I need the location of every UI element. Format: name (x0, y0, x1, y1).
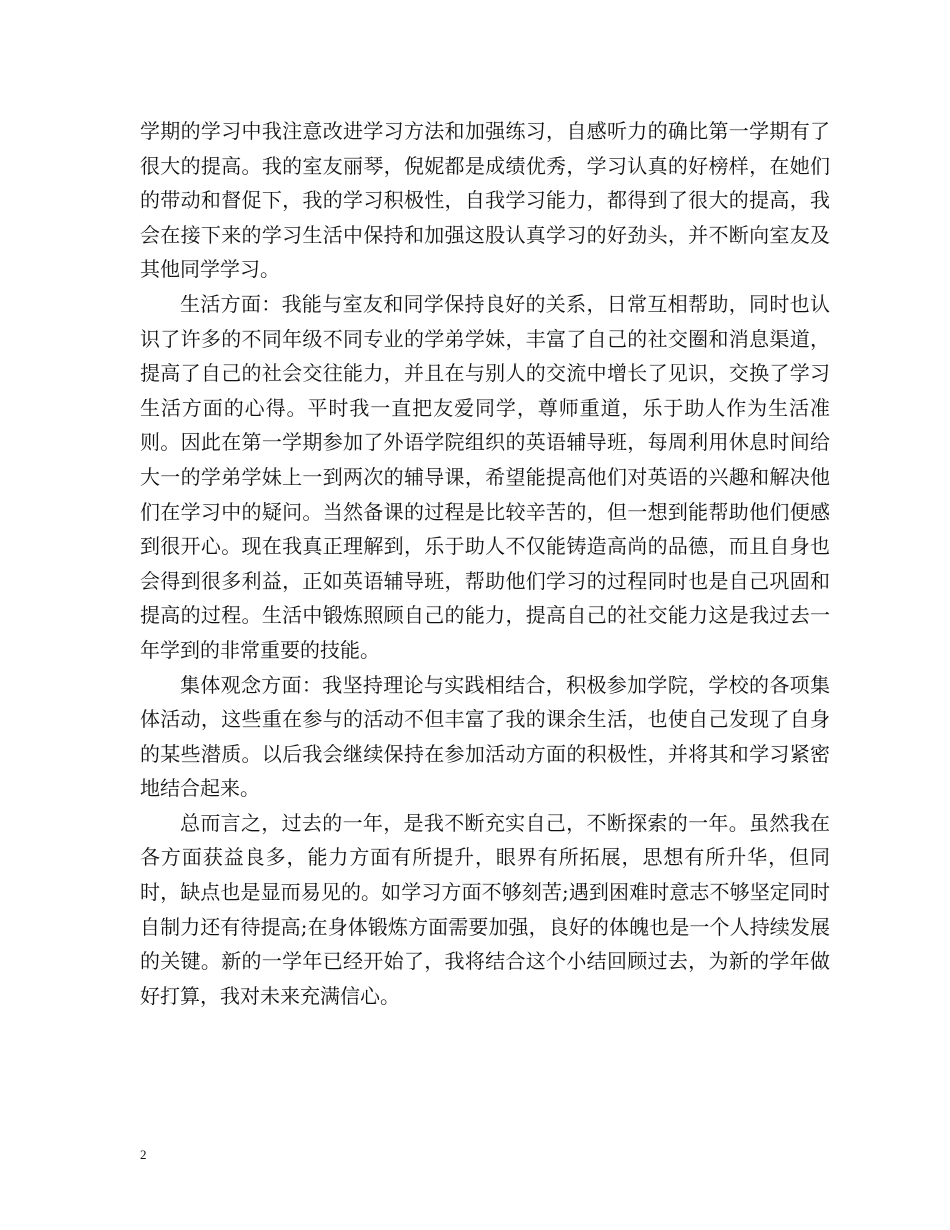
paragraph-summary: 总而言之，过去的一年，是我不断充实自己，不断探索的一年。虽然我在各方面获益良多，能力方面有所提升，眼界有所拓展，思想有所升华，但同时，缺点也是显而易见的。如学习方面不够刻苦;遇到困难时意志不够坚定同时自制力还有待提高;在身体锻炼方面需要加强，良好的体魄也是一个人持续发展的关键。新的一学年已经开始了，我将结合这个小结回顾过去，为新的学年做好打算，我对未来充满信心。 (140, 810, 830, 1008)
paragraph-study-continued: 学期的学习中我注意改进学习方法和加强练习，自感听力的确比第一学期有了很大的提高。我的室友丽琴，倪妮都是成绩优秀，学习认真的好榜样，在她们的带动和督促下，我的学习积极性，自我学习能力，都得到了很大的提高，我会在接下来的学习生活中保持和加强这股认真学习的好劲头，并不断向室友及其他同学学习。 (140, 119, 830, 282)
document-body (140, 114, 830, 1013)
page-number: 2 (140, 1147, 147, 1162)
paragraph-collective: 集体观念方面：我坚持理论与实践相结合，积极参加学院，学校的各项集体活动，这些重在参与的活动不但丰富了我的课余生活，也使自己发现了自身的某些潜质。以后我会继续保持在参加活动方面的积极性，并将其和学习紧密地结合起来。 (140, 672, 830, 801)
paragraph-life: 生活方面：我能与室友和同学保持良好的关系，日常互相帮助，同时也认识了许多的不同年级不同专业的学弟学妹，丰富了自己的社交圈和消息渠道，提高了自己的社会交往能力，并且在与别人的交流中增长了见识，交换了学习生活方面的心得。平时我一直把友爱同学，尊师重道，乐于助人作为生活准则。因此在第一学期参加了外语学院组织的英语辅导班，每周利用休息时间给大一的学弟学妹上一到两次的辅导课，希望能提高他们对英语的兴趣和解决他们在学习中的疑问。当然备课的过程是比较辛苦的，但一想到能帮助他们便感到很开心。现在我真正理解到，乐于助人不仅能铸造高尚的品德，而且自身也会得到很多利益，正如英语辅导班，帮助他们学习的过程同时也是自己巩固和提高的过程。生活中锻炼照顾自己的能力，提高自己的社交能力这是我过去一年学到的非常重要的技能。 (140, 291, 830, 662)
